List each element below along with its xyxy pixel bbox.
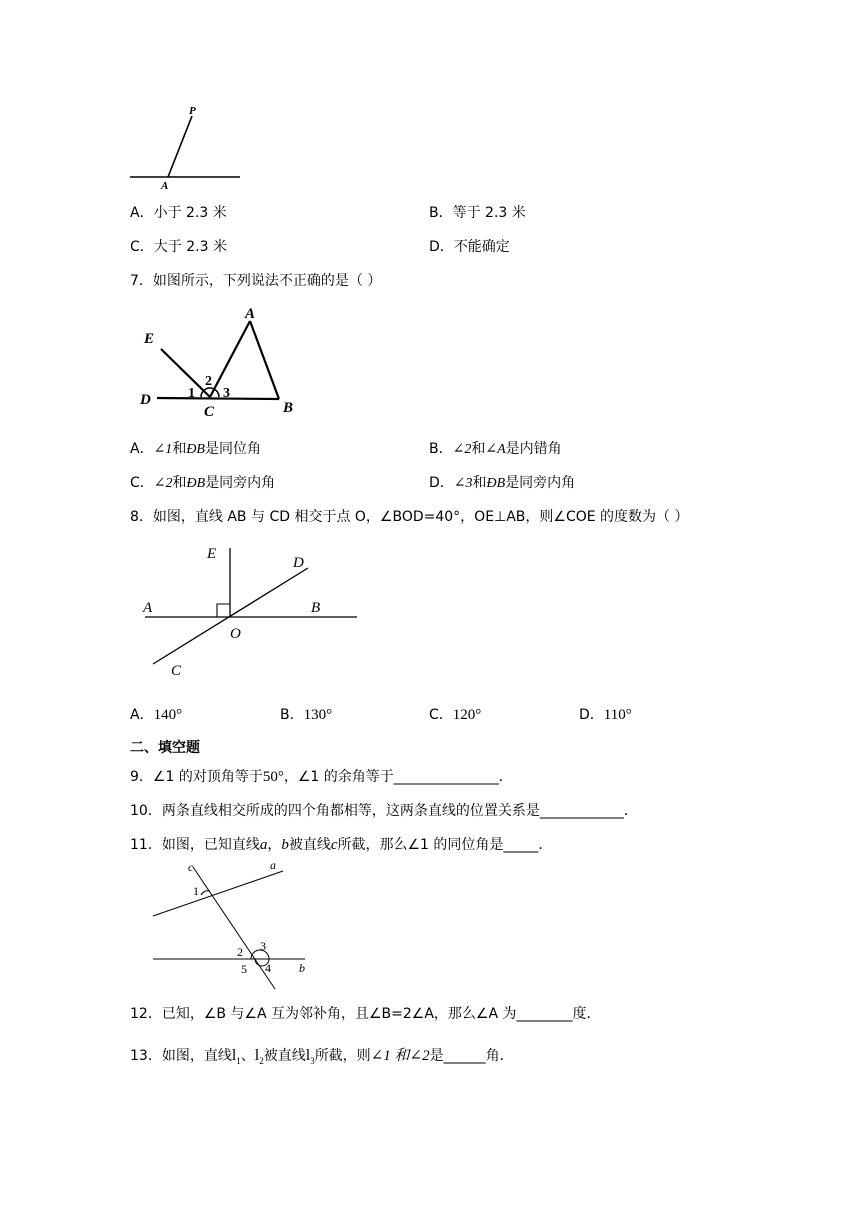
q11: 11．如图，已知直线a，b被直线c所截，那么∠1 的同位角是_____．	[130, 837, 553, 853]
label-3: 3	[223, 386, 230, 401]
label-d: D	[293, 555, 304, 571]
q7-option-b[interactable]: B．∠2和∠A是内错角	[429, 441, 562, 457]
label-2: 2	[205, 374, 212, 389]
figure-ray-pa	[125, 100, 250, 195]
q7-option-c[interactable]: C．∠2和ÐB是同旁内角	[130, 475, 276, 491]
label-d: D	[140, 392, 151, 408]
figure-q8	[135, 538, 365, 688]
label-c: C	[171, 663, 182, 679]
q6-option-d[interactable]: D．不能确定	[429, 239, 510, 255]
label-a: A	[245, 306, 256, 322]
label-e: E	[207, 546, 217, 562]
q7-option-a[interactable]: A．∠1和ÐB是同位角	[130, 441, 261, 457]
q7-stem: 7．如图所示，下列说法不正确的是（ ）	[130, 273, 382, 289]
label-a: A	[161, 180, 169, 192]
figure-q11	[145, 855, 320, 995]
q9: 9．∠1 的对顶角等于50°，∠1 的余角等于_______________．	[130, 769, 513, 785]
label-p: P	[189, 105, 196, 117]
label-a: A	[143, 600, 153, 616]
q8-option-b[interactable]: B．130°	[280, 707, 333, 723]
label-2: 2	[237, 945, 243, 959]
label-1: 1	[193, 884, 199, 898]
figure-q7	[135, 300, 315, 425]
q6-option-a[interactable]: A．小于 2.3 米	[130, 205, 227, 221]
label-1: 1	[188, 386, 195, 401]
q7-option-d[interactable]: D．∠3和ÐB是同旁内角	[429, 475, 576, 491]
label-b: B	[283, 400, 294, 416]
label-4: 4	[265, 961, 271, 975]
section-title: 二、填空题	[130, 740, 200, 756]
label-e: E	[144, 331, 155, 347]
label-a: a	[270, 858, 276, 872]
q8-stem: 8．如图，直线 AB 与 CD 相交于点 O，∠BOD=40°，OE⊥AB，则∠COE 的度数为（ ）	[130, 509, 689, 525]
label-3: 3	[260, 939, 266, 953]
q13: 13．如图，直线$l_1$、$l_2$被直线$l_3$所截，则∠1 和∠2是______角．	[130, 1047, 514, 1066]
label-b: b	[299, 961, 305, 975]
q8-option-a[interactable]: A．140°	[130, 707, 183, 723]
q6-option-b[interactable]: B．等于 2.3 米	[429, 205, 526, 221]
label-o: O	[230, 626, 241, 642]
q8-option-c[interactable]: C．120°	[429, 707, 482, 723]
label-b: B	[311, 600, 321, 616]
label-c: c	[188, 860, 194, 874]
label-5: 5	[241, 962, 247, 976]
q8-option-d[interactable]: D．110°	[579, 707, 632, 723]
q6-option-c[interactable]: C．大于 2.3 米	[130, 239, 227, 255]
q10: 10．两条直线相交所成的四个角都相等，这两条直线的位置关系是____________．	[130, 803, 638, 819]
q12: 12．已知，∠B 与∠A 互为邻补角，且∠B=2∠A，那么∠A 为________度．	[130, 1006, 601, 1022]
label-c: C	[204, 404, 215, 420]
